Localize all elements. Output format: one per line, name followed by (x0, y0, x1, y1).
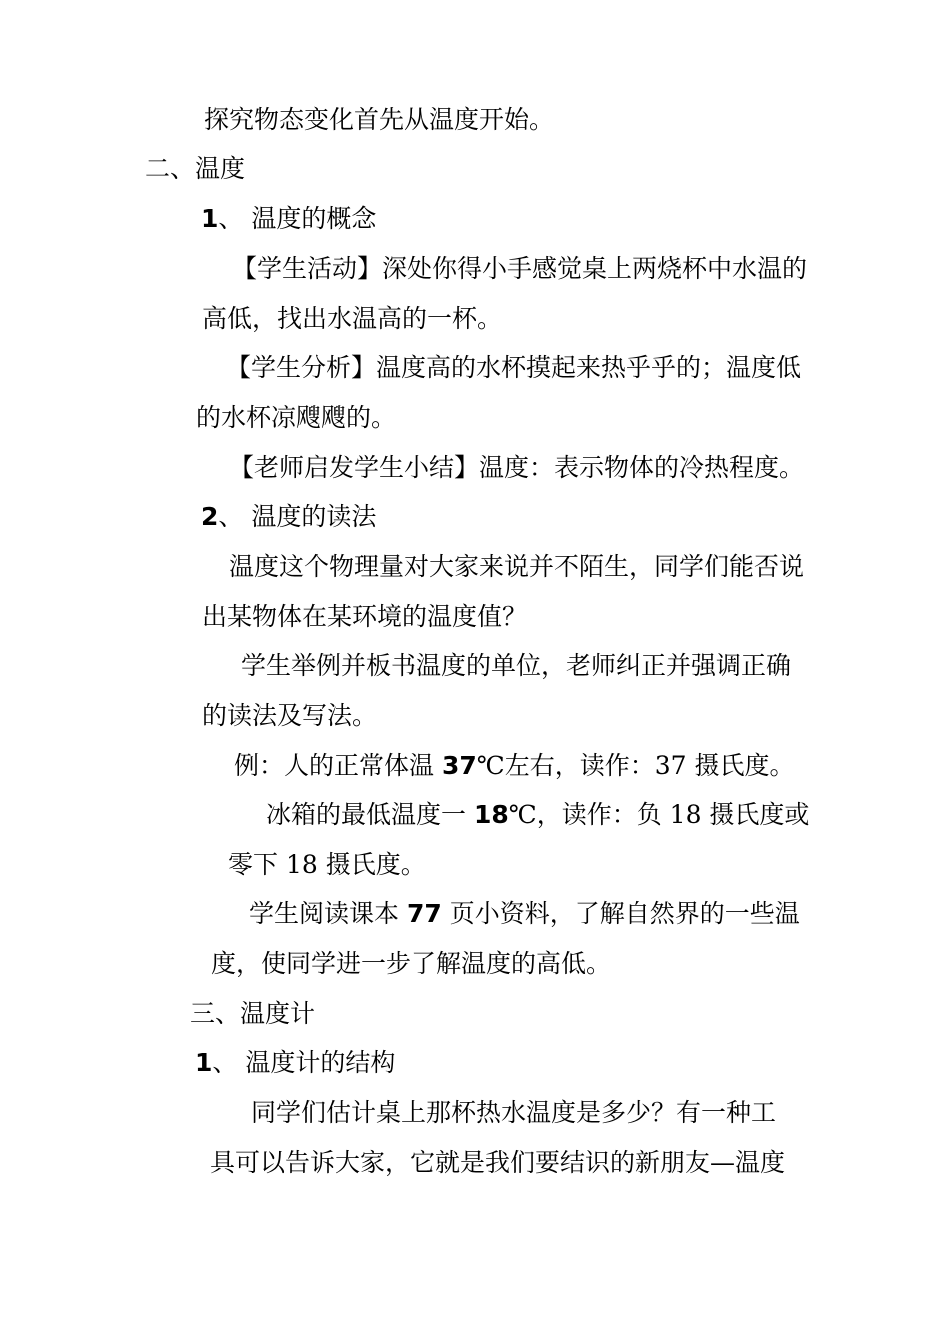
example-text: ℃，读作：负 18 摄氏度或 (508, 800, 810, 829)
paragraph-thermometer-1: 同学们估计桌上那杯热水温度是多少？有一种工 (251, 1098, 777, 1127)
paragraph-reading-material-2: 度，使同学进一步了解温度的高低。 (211, 949, 612, 978)
subheading-number: 2 (201, 502, 219, 531)
paragraph-student-analysis-1: 【学生分析】温度高的水杯摸起来热乎乎的；温度低 (226, 353, 802, 382)
subheading-text: 、 温度的概念 (218, 204, 377, 233)
paragraph-teacher-summary: 【老师启发学生小结】温度：表示物体的冷热程度。 (229, 453, 805, 482)
paragraph-student-activity-1: 【学生活动】深处你得小手感觉桌上两烧杯中水温的 (232, 254, 808, 283)
paragraph-text: 学生阅读课本 (249, 899, 407, 928)
example-fridge-temperature-2: 零下 18 摄氏度。 (228, 850, 426, 879)
example-text: ℃左右，读作：37 摄氏度。 (476, 751, 795, 780)
example-text: 例：人的正常体温 (234, 751, 442, 780)
paragraph-student-activity-2: 高低，找出水温高的一杯。 (202, 304, 503, 333)
paragraph-units-1: 学生举例并板书温度的单位，老师纠正并强调正确 (241, 651, 792, 680)
paragraph-reading-material-1 (249, 898, 800, 930)
subheading-reading (201, 501, 376, 533)
paragraph-question-1: 温度这个物理量对大家来说并不陌生，同学们能否说 (229, 552, 805, 581)
paragraph-text: 页小资料，了解自然界的一些温 (441, 899, 800, 928)
subheading-concept (201, 203, 376, 235)
subheading-structure (195, 1047, 395, 1079)
heading-temperature: 二、温度 (145, 154, 246, 183)
subheading-text: 、 温度的读法 (218, 502, 377, 531)
subheading-number: 1 (195, 1048, 213, 1077)
subheading-number: 1 (201, 204, 219, 233)
paragraph-units-2: 的读法及写法。 (202, 701, 378, 730)
subheading-text: 、 温度计的结构 (212, 1048, 396, 1077)
example-fridge-temperature-1 (266, 799, 809, 831)
paragraph-question-2: 出某物体在某环境的温度值？ (202, 602, 528, 631)
example-number: 18 (473, 800, 509, 829)
example-body-temperature (234, 750, 794, 782)
page-number: 77 (406, 899, 442, 928)
paragraph-intro: 探究物态变化首先从温度开始。 (204, 105, 555, 134)
heading-thermometer: 三、温度计 (190, 999, 316, 1028)
example-text: 冰箱的最低温度一 (266, 800, 474, 829)
paragraph-thermometer-2: 具可以告诉大家，它就是我们要结识的新朋友—温度 (210, 1148, 786, 1177)
paragraph-student-analysis-2: 的水杯凉飕飕的。 (196, 403, 397, 432)
example-number: 37 (441, 751, 477, 780)
